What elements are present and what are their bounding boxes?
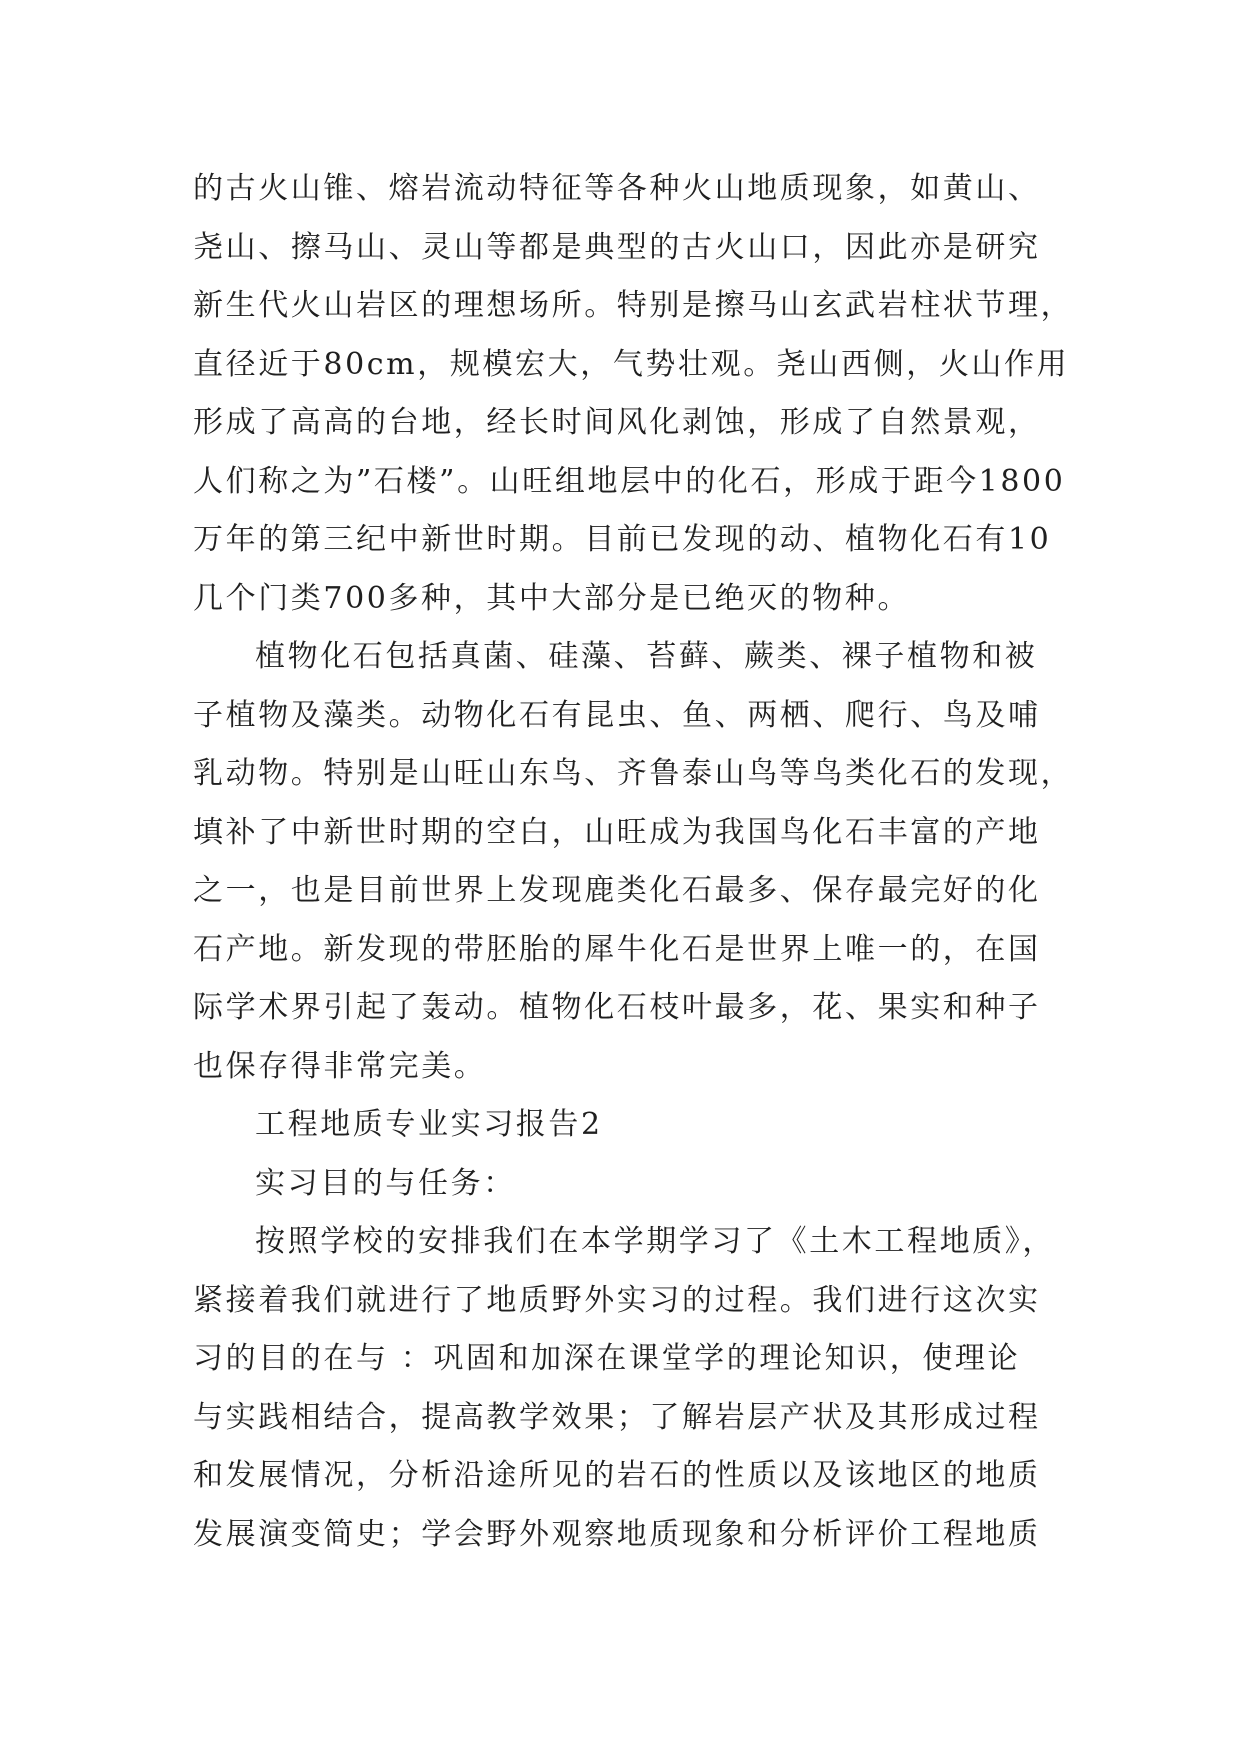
text-line: 之一，也是目前世界上发现鹿类化石最多、保存最完好的化 xyxy=(193,873,1041,908)
text-line: 乳动物。特别是山旺山东鸟、齐鲁泰山鸟等鸟类化石的发现， xyxy=(193,756,1074,791)
text-line: 的古火山锥、熔岩流动特征等各种火山地质现象，如黄山、 xyxy=(193,171,1041,206)
text-line: 也保存得非常完美。 xyxy=(193,1048,487,1084)
text-line: 工程地质专业实习报告2 xyxy=(255,1107,603,1142)
text-line: 与实践相结合，提高教学效果；了解岩层产状及其形成过程 xyxy=(193,1399,1041,1435)
text-line: 填补了中新世时期的空白，山旺成为我国鸟化石丰富的产地 xyxy=(193,814,1041,850)
text-line: 际学术界引起了轰动。植物化石枝叶最多，花、果实和种子 xyxy=(193,990,1041,1025)
text-line: 人们称之为”石楼”。山旺组地层中的化石，形成于距今1800 xyxy=(193,463,1066,499)
text-line: 几个门类700多种，其中大部分是已绝灭的物种。 xyxy=(193,580,911,616)
text-line: 实习目的与任务： xyxy=(255,1165,516,1201)
text-line: 习的目的在与 ：巩固和加深在课堂学的理论知识，使理论 xyxy=(193,1341,1021,1376)
text-line: 发展演变简史；学会野外观察地质现象和分析评价工程地质 xyxy=(193,1516,1041,1552)
text-line: 直径近于80cm，规模宏大，气势壮观。尧山西侧，火山作用 xyxy=(193,346,1070,382)
text-line: 万年的第三纪中新世时期。目前已发现的动、植物化石有10 xyxy=(193,522,1052,557)
text-line: 子植物及藻类。动物化石有昆虫、鱼、两栖、爬行、鸟及哺 xyxy=(193,697,1041,733)
text-line: 石产地。新发现的带胚胎的犀牛化石是世界上唯一的，在国 xyxy=(193,931,1041,967)
text-line: 和发展情况，分析沿途所见的岩石的性质以及该地区的地质 xyxy=(193,1458,1041,1493)
text-line: 形成了高高的台地，经长时间风化剥蚀，形成了自然景观， xyxy=(193,405,1041,440)
text-line: 植物化石包括真菌、硅藻、苔藓、蕨类、裸子植物和被 xyxy=(255,639,1038,674)
document-body xyxy=(193,160,1093,1564)
text-line: 按照学校的安排我们在本学期学习了《土木工程地质》， xyxy=(255,1224,1055,1259)
text-line: 新生代火山岩区的理想场所。特别是擦马山玄武岩柱状节理， xyxy=(193,288,1074,323)
text-line: 紧接着我们就进行了地质野外实习的过程。我们进行这次实 xyxy=(193,1282,1041,1318)
text-line: 尧山、擦马山、灵山等都是典型的古火山口，因此亦是研究 xyxy=(193,229,1041,265)
